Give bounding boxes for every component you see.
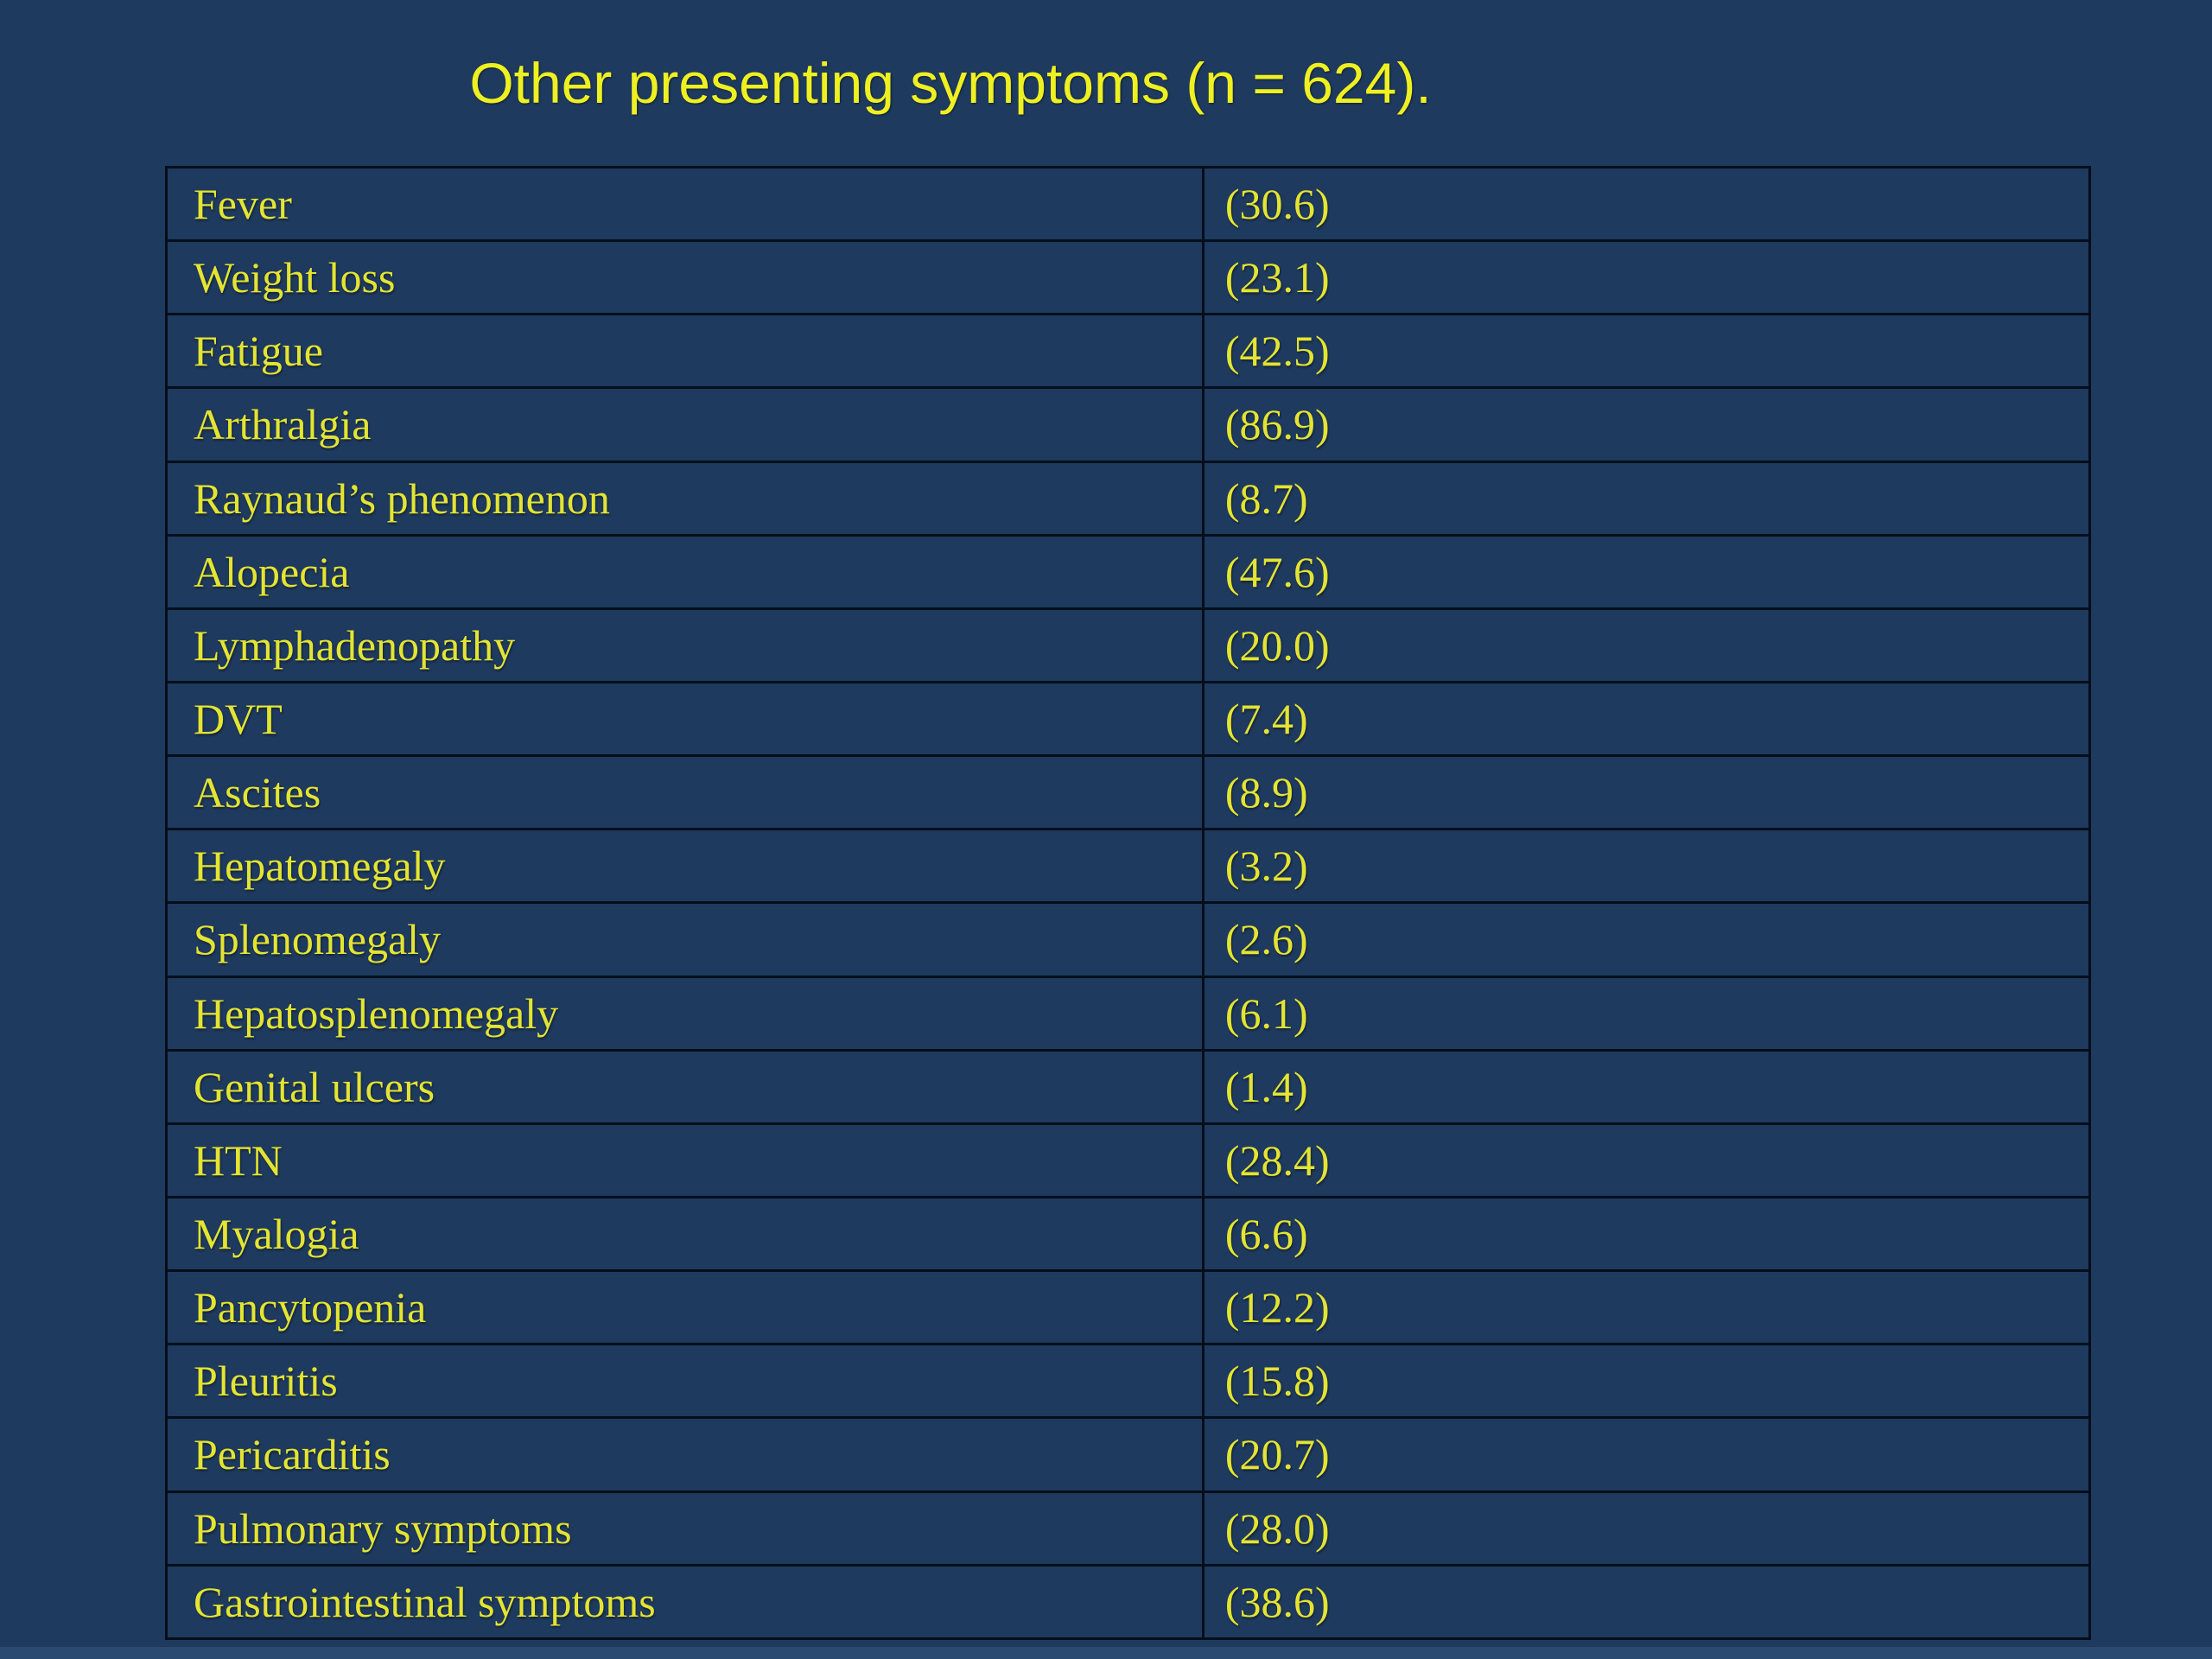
table-row (167, 1491, 2090, 1565)
symptom-cell: DVT (167, 682, 1204, 755)
table-row (167, 535, 2090, 608)
table-row (167, 903, 2090, 976)
table-row (167, 1123, 2090, 1197)
symptom-cell: Fever (167, 168, 1204, 241)
table-row (167, 1565, 2090, 1638)
table-row (167, 1418, 2090, 1491)
symptom-cell: Splenomegaly (167, 903, 1204, 976)
symptom-cell: Lymphadenopathy (167, 608, 1204, 682)
symptom-cell: Pleuritis (167, 1344, 1204, 1418)
value-cell: (3.2) (1203, 830, 2089, 903)
value-cell: (86.9) (1203, 388, 2089, 461)
symptom-cell: Genital ulcers (167, 1050, 1204, 1123)
symptom-cell: Weight loss (167, 241, 1204, 315)
bottom-edge-strip (0, 1647, 2212, 1659)
table-row (167, 168, 2090, 241)
value-cell: (38.6) (1203, 1565, 2089, 1638)
table-body (167, 168, 2090, 1639)
symptom-cell: Hepatomegaly (167, 830, 1204, 903)
table-row (167, 315, 2090, 388)
table-row (167, 830, 2090, 903)
value-cell: (6.1) (1203, 976, 2089, 1050)
value-cell: (20.7) (1203, 1418, 2089, 1491)
slide-title: Other presenting symptoms (n = 624). (469, 51, 1432, 115)
symptom-cell: Pancytopenia (167, 1271, 1204, 1344)
symptom-cell: Myalogia (167, 1197, 1204, 1270)
table-row (167, 1271, 2090, 1344)
symptoms-table (165, 166, 2091, 1640)
table-row (167, 461, 2090, 535)
value-cell: (47.6) (1203, 535, 2089, 608)
symptom-cell: Alopecia (167, 535, 1204, 608)
table-row (167, 756, 2090, 830)
table-row (167, 1344, 2090, 1418)
value-cell: (6.6) (1203, 1197, 2089, 1270)
symptom-cell: Raynaud’s phenomenon (167, 461, 1204, 535)
value-cell: (28.0) (1203, 1491, 2089, 1565)
symptom-cell: Arthralgia (167, 388, 1204, 461)
value-cell: (15.8) (1203, 1344, 2089, 1418)
value-cell: (8.9) (1203, 756, 2089, 830)
value-cell: (8.7) (1203, 461, 2089, 535)
table-row (167, 608, 2090, 682)
symptom-cell: Fatigue (167, 315, 1204, 388)
table-row (167, 1050, 2090, 1123)
value-cell: (30.6) (1203, 168, 2089, 241)
value-cell: (1.4) (1203, 1050, 2089, 1123)
value-cell: (28.4) (1203, 1123, 2089, 1197)
value-cell: (7.4) (1203, 682, 2089, 755)
value-cell: (12.2) (1203, 1271, 2089, 1344)
table-row (167, 1197, 2090, 1270)
value-cell: (2.6) (1203, 903, 2089, 976)
value-cell: (23.1) (1203, 241, 2089, 315)
symptom-cell: Ascites (167, 756, 1204, 830)
symptom-cell: Gastrointestinal symptoms (167, 1565, 1204, 1638)
value-cell: (20.0) (1203, 608, 2089, 682)
table-row (167, 241, 2090, 315)
value-cell: (42.5) (1203, 315, 2089, 388)
symptom-cell: HTN (167, 1123, 1204, 1197)
table-row (167, 682, 2090, 755)
symptom-cell: Hepatosplenomegaly (167, 976, 1204, 1050)
symptom-cell: Pericarditis (167, 1418, 1204, 1491)
table-row (167, 388, 2090, 461)
symptom-cell: Pulmonary symptoms (167, 1491, 1204, 1565)
table-row (167, 976, 2090, 1050)
